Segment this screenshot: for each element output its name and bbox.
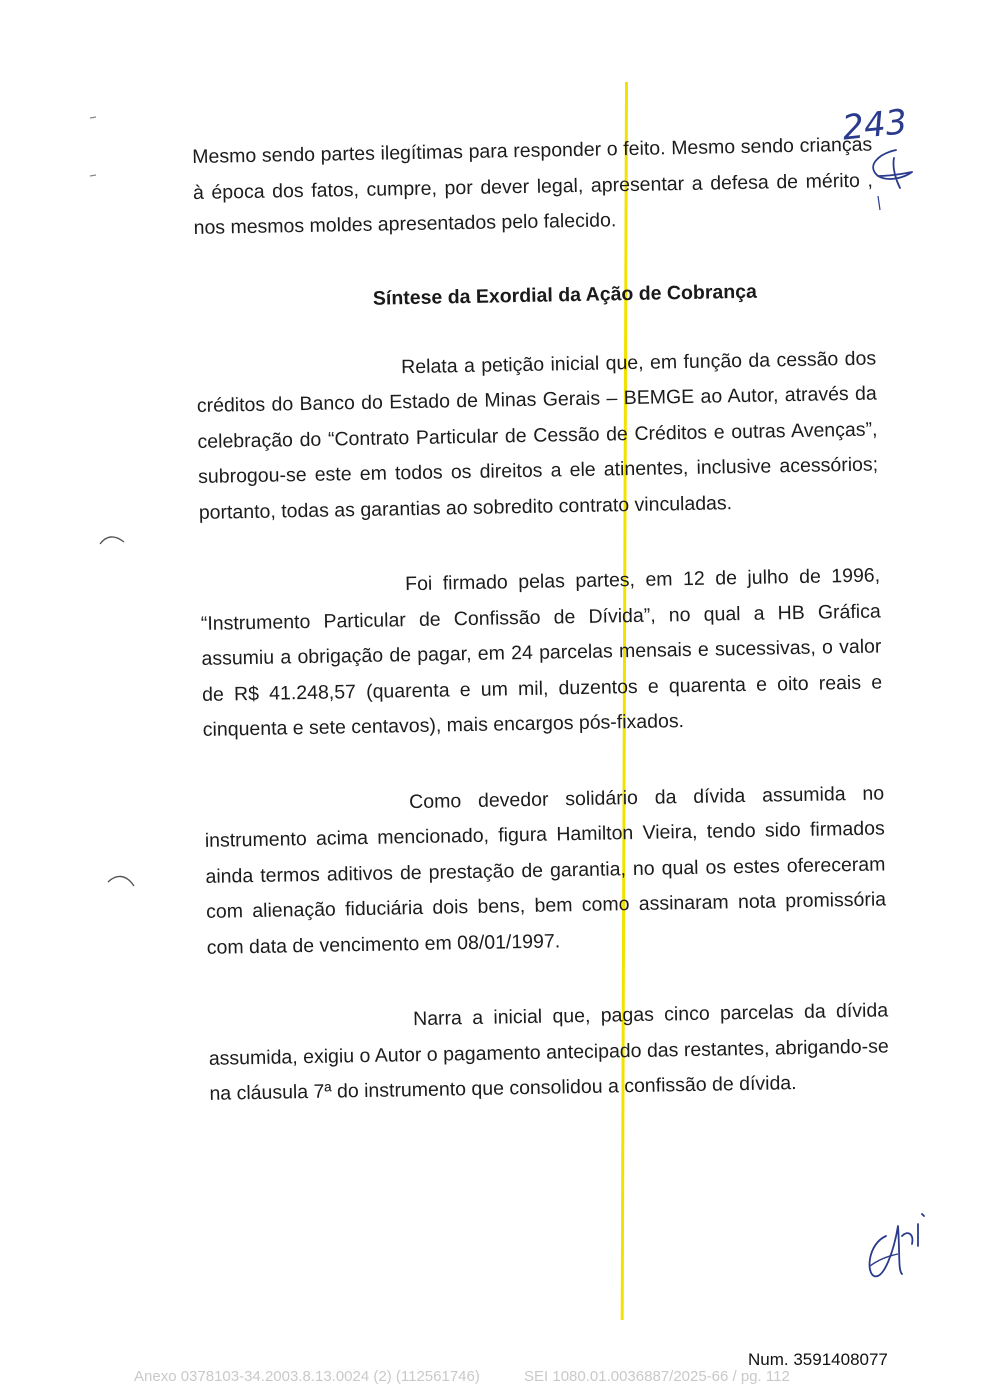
margin-arc-mark <box>98 530 126 548</box>
sei-reference: SEI 1080.01.0036887/2025-66 / pg. 112 <box>524 1368 790 1385</box>
paragraph-2: Relata a petição inicial que, em função da cessão dos créditos do Banco do Estado de Minas Gerais – BEMGE ao Autor, através da celebração do “Contrato Particular de Cessão de Créditos e outras Avenças”, subrogou-se este em todos os direitos a ele atinentes, inclusive acessórios; portanto, todas as garantias ao sobredito contrato vinculadas. <box>196 347 879 524</box>
footer-watermark <box>134 1368 894 1385</box>
document-body <box>192 128 890 1113</box>
handwritten-signature <box>858 1196 948 1296</box>
annex-reference: Anexo 0378103-34.2003.8.13.0024 (2) (112561746) <box>134 1368 480 1385</box>
margin-arc-mark <box>106 870 136 890</box>
margin-dot-mark <box>88 170 100 180</box>
paragraph-1: Mesmo sendo partes ilegítimas para responder o feito. Mesmo sendo crianças à época dos fatos, cumpre, por dever legal, apresentar a defesa de mérito , nos mesmos moldes apresentados pelo falecido. <box>192 133 874 239</box>
paragraph-4: Como devedor solidário da dívida assumida no instrumento acima mencionado, figura Hamilton Vieira, tendo sido firmados ainda termos aditivos de prestação de garantia, no qual os estes ofereceram com alienação fiduciária dois bens, bem como assinaram nota promissória com data de vencimento em 08/01/1997. <box>204 781 887 959</box>
document-number: Num. 3591408077 <box>748 1350 888 1369</box>
paragraph-3: Foi firmado pelas partes, em 12 de julho de 1996, “Instrumento Particular de Confissão de Dívida”, no qual a HB Gráfica assumiu a obrigação de pagar, em 24 parcelas mensais e sucessivas, o valor de R$ 41.248,57 (quarenta e um mil, duzentos e quarenta e oito reais e cinquenta e sete centavos), mais encargos pós-fixados. <box>200 564 883 741</box>
handwritten-page-number-text: 243 <box>840 102 910 149</box>
paragraph-5: Narra a inicial que, pagas cinco parcelas da dívida assumida, exigiu o Autor o pagamento antecipado das restantes, abrigando-se na cláusula 7ª do instrumento que consolidou a confissão de dívida. <box>208 999 889 1105</box>
section-heading: Síntese da Exordial da Ação de Cobrança <box>372 280 758 310</box>
margin-dot-mark <box>88 112 100 122</box>
